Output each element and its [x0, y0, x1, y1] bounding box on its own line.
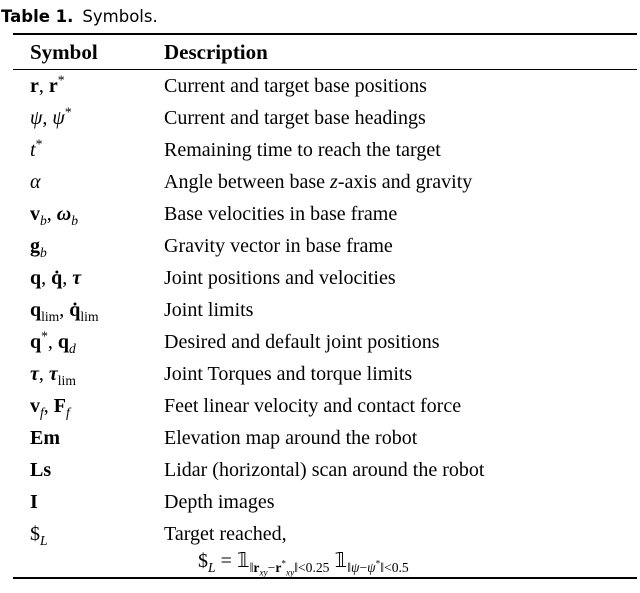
description-cell: Feet linear velocity and contact force [164, 395, 462, 417]
symbol-cell: I [30, 491, 38, 513]
description-cell: Depth images [164, 491, 275, 513]
table-row [13, 454, 637, 486]
symbol-cell: $v_b$, $\omega_b$ [30, 203, 79, 228]
symbol-cell: t* [30, 136, 43, 161]
header-row [13, 34, 637, 70]
description-cell: Joint limits [164, 299, 254, 321]
table-row [13, 102, 637, 134]
table-row [13, 230, 637, 262]
table-row [13, 198, 637, 230]
description-cell: Desired and default joint positions [164, 331, 440, 353]
column-header-symbol: Symbol [13, 34, 164, 70]
table-row [13, 486, 637, 518]
table-caption [0, 0, 640, 33]
caption-label: Table 1. [1, 7, 74, 26]
description-cell: Current and target base positions [164, 75, 427, 97]
target-reached-formula: $\$_L$ = $𝟙_{‖r_{xy}-r^*_{xy}‖<0.25}$ $𝟙_{‖\psi-\psi^*‖<0.5}$ [198, 548, 409, 578]
description-cell: Current and target base headings [164, 107, 426, 129]
table-row [13, 422, 637, 454]
description-cell: Gravity vector in base frame [164, 235, 393, 257]
symbols-table-header [13, 34, 637, 70]
table-row [13, 166, 637, 198]
description-cell: Target reached, $\$_L$ = $𝟙_{‖r_{xy}-r^*_{xy}‖<0.25}$ $𝟙_{‖\psi-\psi^*‖<0.5}$ [164, 518, 637, 578]
symbol-cell: ψ, ψ* [30, 104, 72, 129]
symbol-cell: $v_f$, $F_f$ [30, 395, 70, 420]
symbols-table-body [13, 70, 637, 579]
table-row [13, 518, 637, 578]
description-cell: Elevation map around the robot [164, 427, 418, 449]
symbol-cell: τ, $\tau_{lim}$ [30, 363, 76, 388]
symbol-cell: Ls [30, 459, 52, 481]
caption-text: Symbols. [82, 7, 158, 26]
symbol-cell: Em [30, 427, 60, 449]
description-cell: Joint Torques and torque limits [164, 363, 413, 385]
table-row [13, 326, 637, 358]
column-header-description: Description [164, 34, 637, 70]
table-row [13, 134, 637, 166]
symbol-cell: q, q̇, τ [30, 267, 82, 289]
description-cell: Lidar (horizontal) scan around the robot [164, 459, 485, 481]
symbol-cell: r, r* [30, 72, 65, 97]
symbol-cell: q*, $q_d$ [30, 328, 76, 356]
symbol-cell: $g_b$ [30, 235, 47, 260]
symbol-cell: $\$_L$ [30, 523, 48, 548]
description-cell: Joint positions and velocities [164, 267, 396, 289]
description-cell: Angle between base z-axis and gravity [164, 171, 473, 193]
symbol-cell: α [30, 171, 41, 193]
table-row [13, 262, 637, 294]
symbol-cell: $q_{lim}$, $q̇_{lim}$ [30, 299, 99, 324]
table-row [13, 294, 637, 326]
table-row [13, 390, 637, 422]
symbols-table [13, 33, 637, 579]
description-cell: Base velocities in base frame [164, 203, 398, 225]
description-cell: Remaining time to reach the target [164, 139, 441, 161]
table-row [13, 70, 637, 103]
table-row [13, 358, 637, 390]
